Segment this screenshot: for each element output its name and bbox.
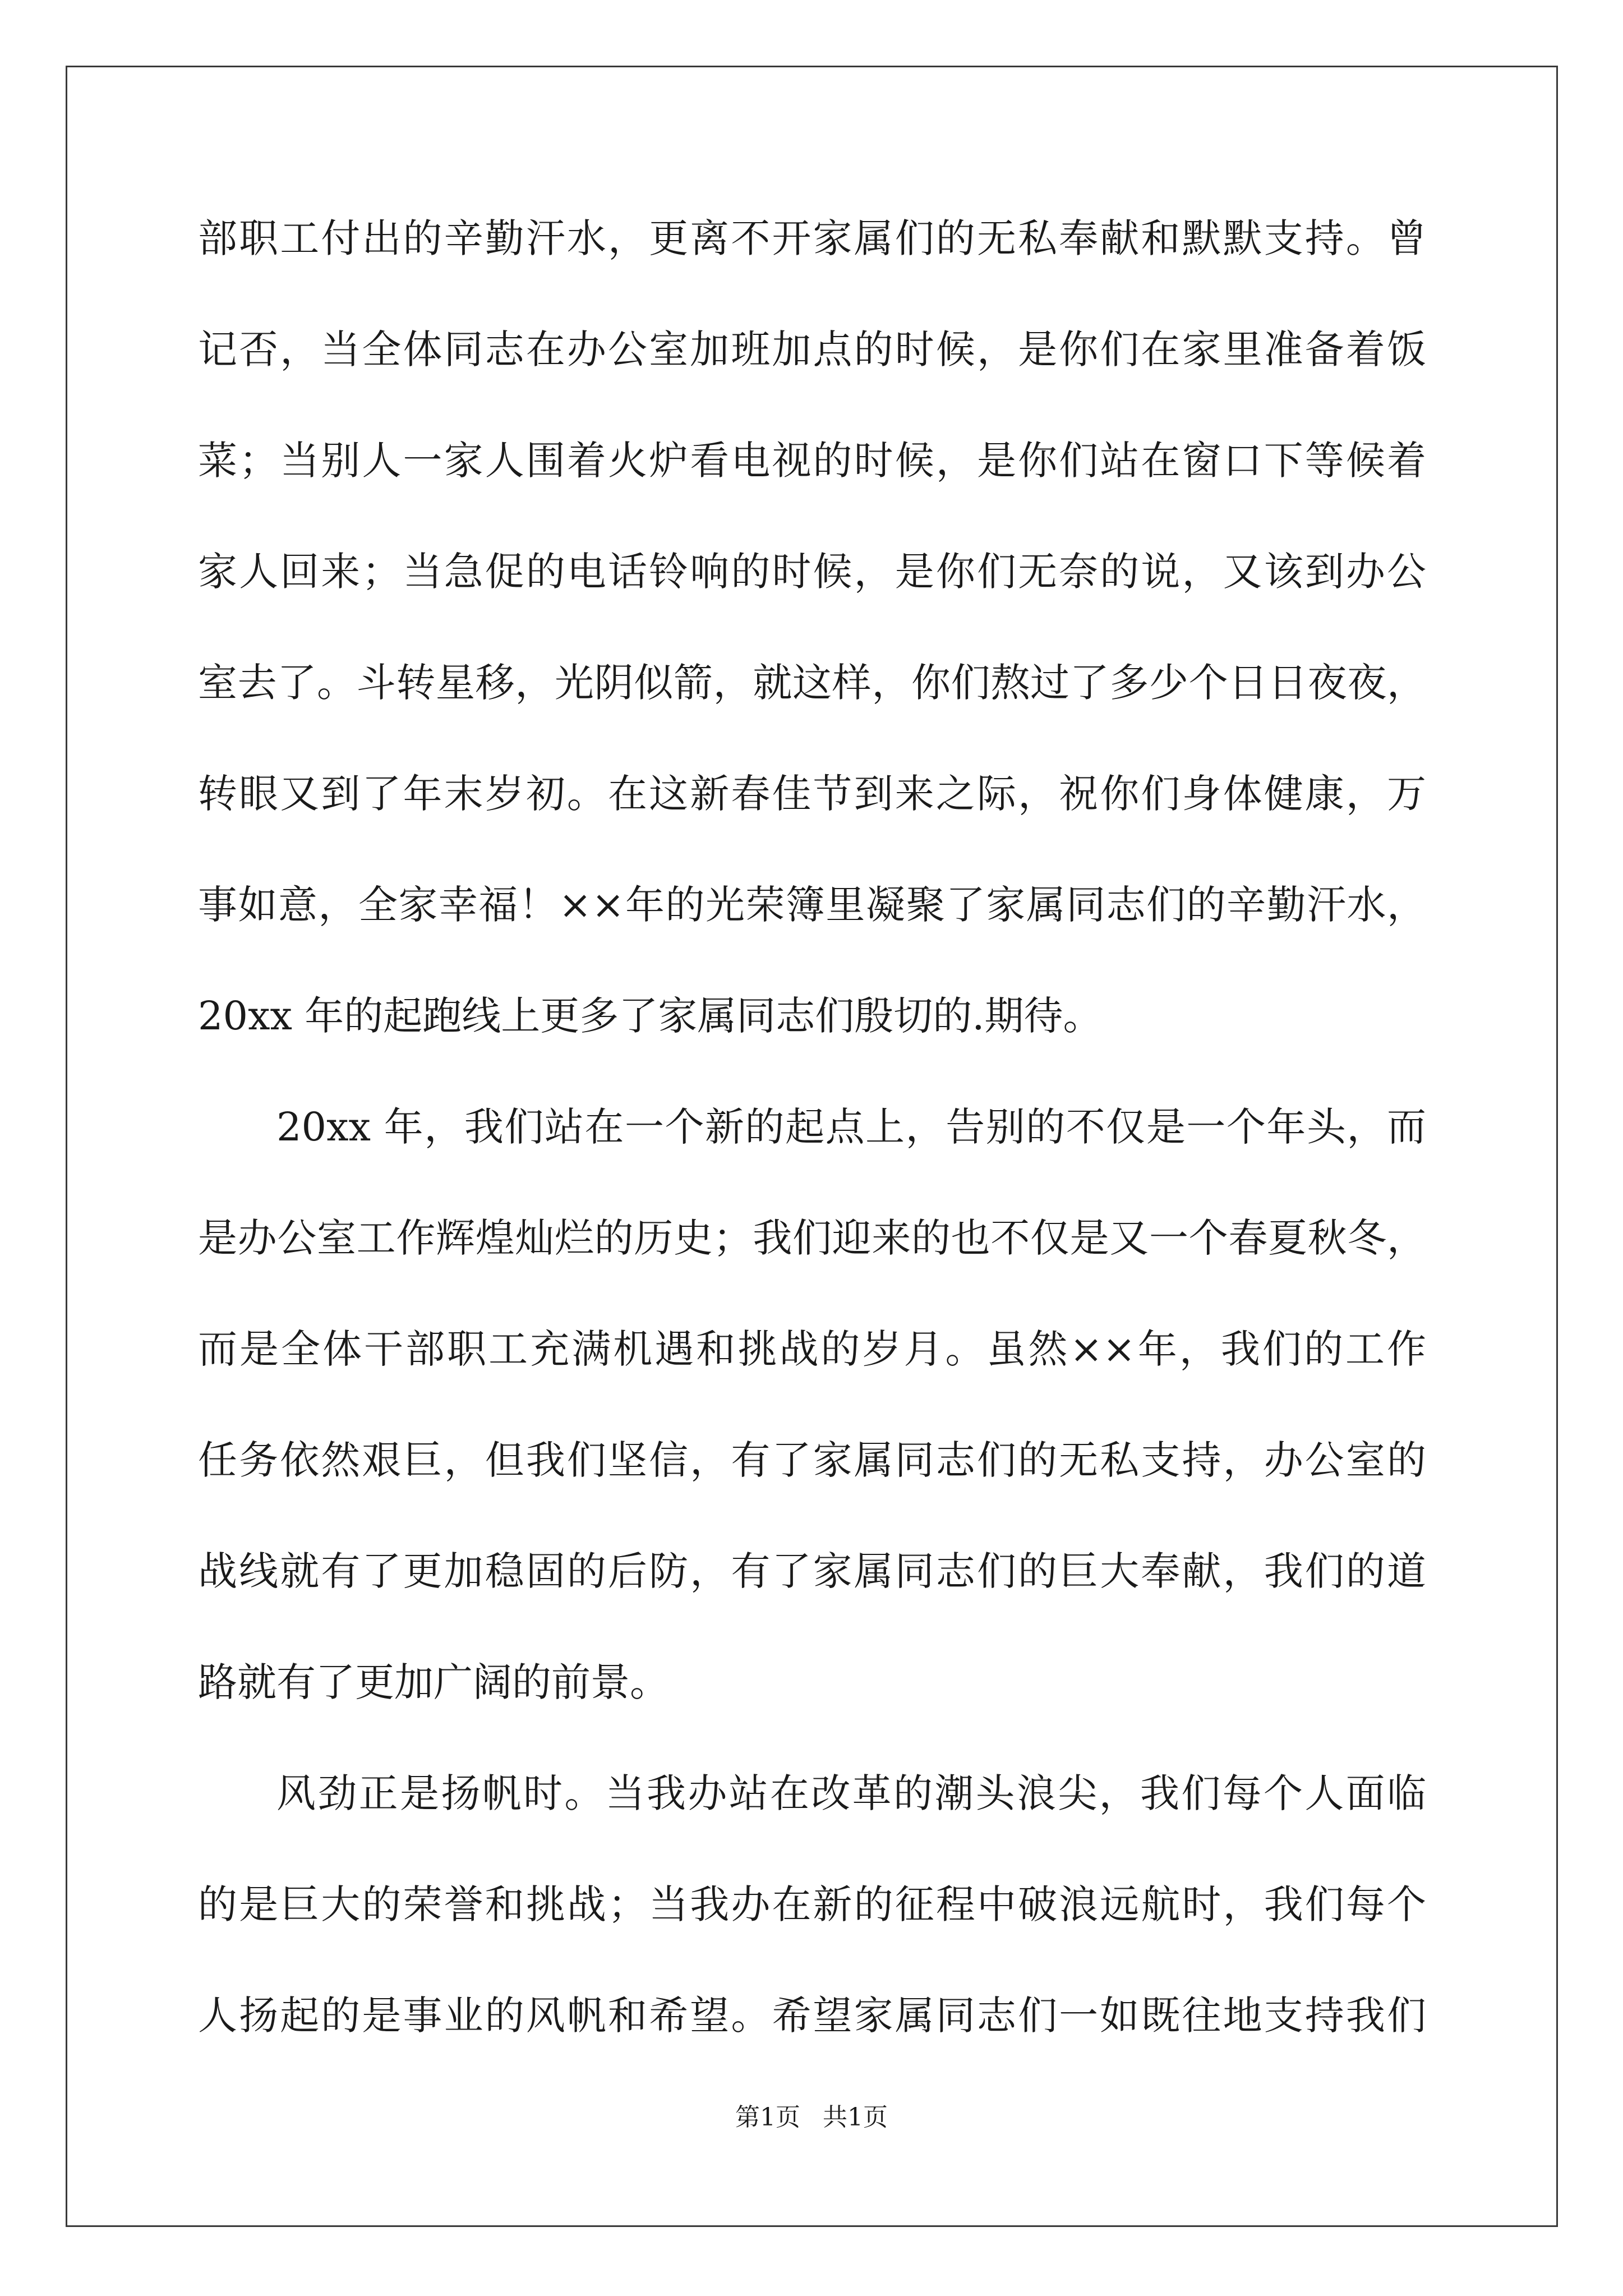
page-number: 第1页: [735, 2103, 800, 2132]
text-line: 记否，当全体同志在办公室加班加点的时候，是你们在家里准备着饭: [198, 326, 1426, 372]
paragraph-first-line: 风劲正是扬帆时。当我办站在改革的潮头浪尖，我们每个人面临: [276, 1770, 1426, 1816]
paragraph-first-line: 20xx 年，我们站在一个新的起点上，告别的不仅是一个年头，而: [276, 1104, 1426, 1150]
text-line: 室去了。斗转星移，光阴似箭，就这样，你们熬过了多少个日日夜夜，: [198, 660, 1426, 706]
page-total: 共1页: [823, 2103, 888, 2132]
text-line: 家人回来；当急促的电话铃响的时候，是你们无奈的说，又该到办公: [198, 549, 1426, 595]
paragraph-end-line: 20xx 年的起跑线上更多了家属同志们殷切的.期待。: [198, 993, 1103, 1039]
text-line: 任务依然艰巨，但我们坚信，有了家属同志们的无私支持，办公室的: [198, 1437, 1426, 1483]
text-line: 战线就有了更加稳固的后防，有了家属同志们的巨大奉献，我们的道: [198, 1548, 1426, 1594]
text-line: 部职工付出的辛勤汗水，更离不开家属们的无私奉献和默默支持。曾: [198, 215, 1426, 261]
text-line: 事如意，全家幸福！××年的光荣簿里凝聚了家属同志们的辛勤汗水，: [198, 882, 1426, 928]
page-footer: [0, 2101, 1623, 2134]
text-line: 转眼又到了年末岁初。在这新春佳节到来之际，祝你们身体健康，万: [198, 771, 1426, 817]
text-line: 而是全体干部职工充满机遇和挑战的岁月。虽然××年，我们的工作: [198, 1326, 1426, 1372]
paragraph-end-line: 路就有了更加广阔的前景。: [198, 1659, 669, 1705]
text-line: 是办公室工作辉煌灿烂的历史；我们迎来的也不仅是又一个春夏秋冬，: [198, 1215, 1426, 1261]
text-line: 菜；当别人一家人围着火炉看电视的时候，是你们站在窗口下等候着: [198, 438, 1426, 484]
text-line: 的是巨大的荣誉和挑战；当我办在新的征程中破浪远航时，我们每个: [198, 1881, 1426, 1927]
text-line: 人扬起的是事业的风帆和希望。希望家属同志们一如既往地支持我们: [198, 1993, 1426, 2039]
